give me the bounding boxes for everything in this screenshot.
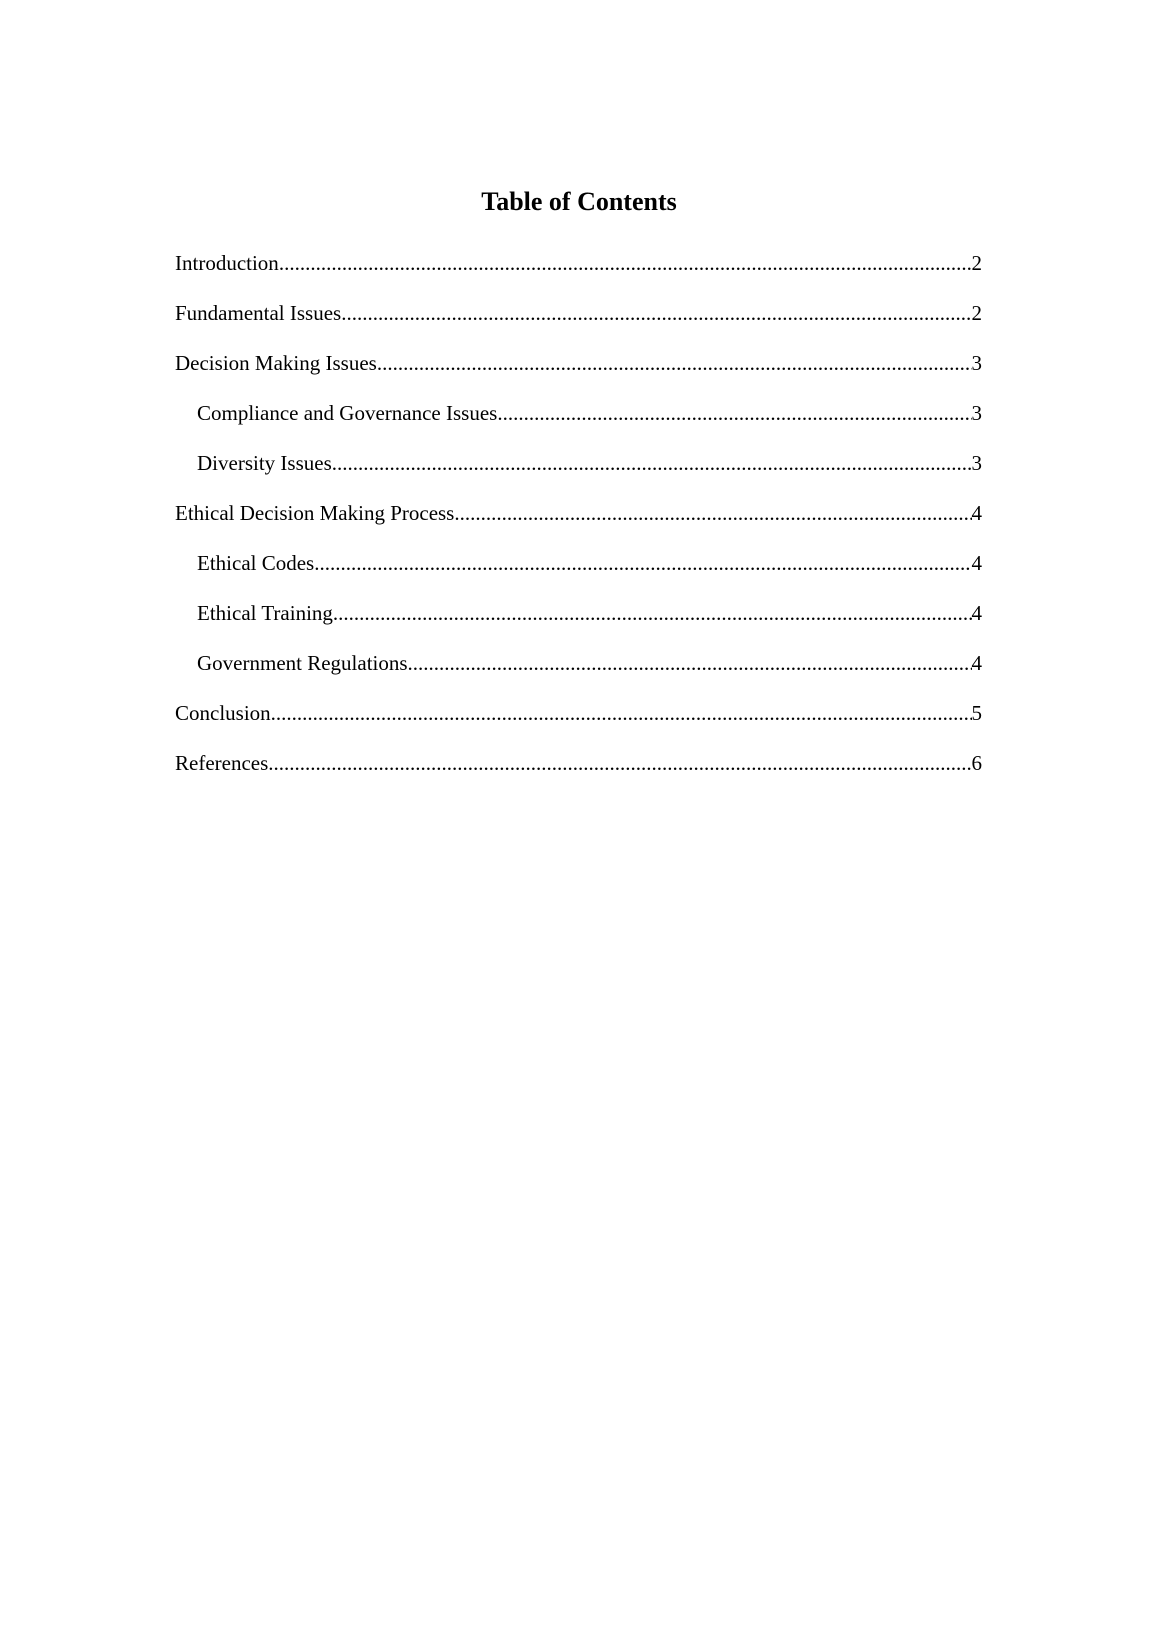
toc-list bbox=[175, 248, 982, 798]
toc-dot-leader bbox=[314, 548, 971, 578]
toc-dot-leader bbox=[279, 248, 972, 278]
toc-page-number: 3 bbox=[971, 401, 982, 425]
toc-page-number: 4 bbox=[971, 601, 982, 625]
toc-entry-label: References bbox=[175, 751, 269, 775]
toc-entry-label: Conclusion bbox=[175, 701, 271, 725]
toc-dot-leader bbox=[408, 648, 972, 678]
toc-page-number: 3 bbox=[971, 351, 982, 375]
toc-entry-conclusion[interactable] bbox=[175, 698, 982, 748]
toc-entry-label: Decision Making Issues bbox=[175, 351, 377, 375]
toc-page-number: 2 bbox=[971, 251, 982, 275]
toc-entry-references[interactable] bbox=[175, 748, 982, 798]
toc-entry-introduction[interactable] bbox=[175, 248, 982, 298]
toc-entry-label: Government Regulations bbox=[197, 651, 408, 675]
toc-page-number: 3 bbox=[971, 451, 982, 475]
toc-dot-leader bbox=[332, 448, 972, 478]
toc-entry-label: Ethical Decision Making Process bbox=[175, 501, 455, 525]
toc-entry-label: Compliance and Governance Issues bbox=[197, 401, 498, 425]
toc-entry-label: Fundamental Issues bbox=[175, 301, 342, 325]
toc-entry-label: Ethical Training bbox=[197, 601, 333, 625]
toc-dot-leader bbox=[497, 398, 971, 428]
toc-entry-label: Ethical Codes bbox=[197, 551, 315, 575]
toc-entry-label: Introduction bbox=[175, 251, 279, 275]
toc-entry-ethical-decision-making-process[interactable] bbox=[175, 498, 982, 548]
toc-entry-label: Diversity Issues bbox=[197, 451, 332, 475]
toc-entry-fundamental-issues[interactable] bbox=[175, 298, 982, 348]
toc-page-number: 4 bbox=[971, 551, 982, 575]
toc-dot-leader bbox=[333, 598, 972, 628]
toc-page-number: 4 bbox=[971, 501, 982, 525]
toc-dot-leader bbox=[377, 348, 972, 378]
toc-page-number: 5 bbox=[971, 701, 982, 725]
toc-entry-compliance-governance[interactable] bbox=[175, 398, 982, 448]
toc-entry-diversity-issues[interactable] bbox=[175, 448, 982, 498]
toc-entry-ethical-training[interactable] bbox=[175, 598, 982, 648]
toc-dot-leader bbox=[268, 748, 971, 778]
toc-dot-leader bbox=[271, 698, 972, 728]
toc-entry-ethical-codes[interactable] bbox=[175, 548, 982, 598]
toc-dot-leader bbox=[454, 498, 971, 528]
toc-entry-decision-making-issues[interactable] bbox=[175, 348, 982, 398]
toc-title: Table of Contents bbox=[481, 187, 677, 216]
toc-page-number: 2 bbox=[971, 301, 982, 325]
toc-page-number: 6 bbox=[971, 751, 982, 775]
toc-dot-leader bbox=[341, 298, 971, 328]
toc-page-number: 4 bbox=[971, 651, 982, 675]
toc-entry-government-regulations[interactable] bbox=[175, 648, 982, 698]
